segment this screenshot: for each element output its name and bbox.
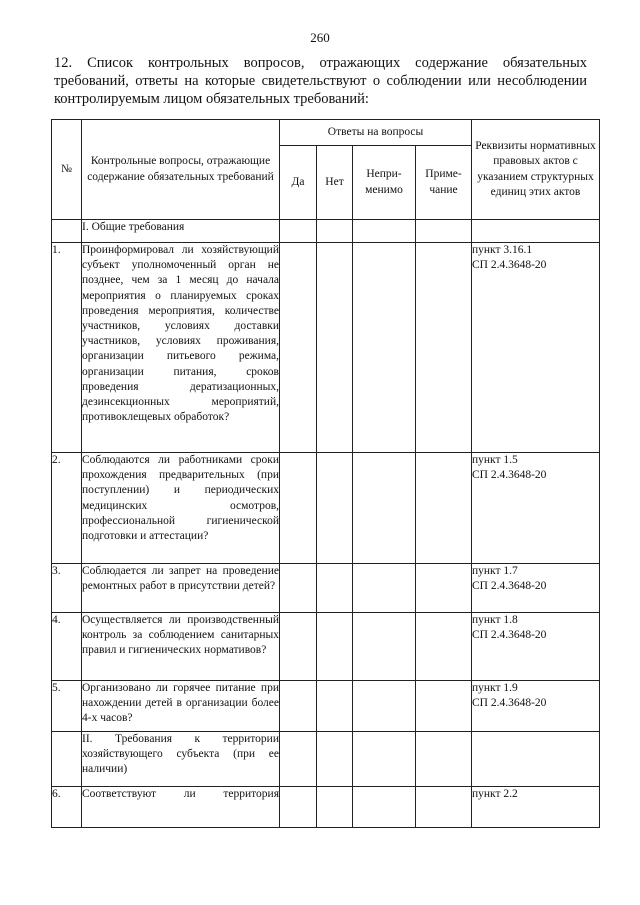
header-question: Контрольные вопросы, отражающие содержание обязательных требований: [82, 120, 280, 220]
section-row: [52, 220, 600, 243]
requisite-clause: пункт 1.7: [472, 565, 518, 577]
not-applicable-cell: [353, 613, 416, 681]
requisites-cell: [472, 681, 600, 732]
table-header-row: [52, 120, 600, 146]
yes-cell: [280, 732, 317, 787]
row-number: 5.: [52, 681, 82, 732]
requisite-act: СП 2.4.3648-20: [472, 629, 547, 642]
note-cell: [416, 732, 472, 787]
requisites-cell: [472, 732, 600, 787]
not-applicable-cell: [353, 732, 416, 787]
not-applicable-cell: [353, 681, 416, 732]
requisite-clause: пункт 1.8: [472, 614, 518, 626]
not-applicable-cell: [353, 787, 416, 828]
yes-cell: [280, 681, 317, 732]
requisite-act: СП 2.4.3648-20: [472, 259, 547, 272]
header-yes: Да: [280, 146, 317, 220]
table-row: [52, 613, 600, 681]
no-cell: [317, 564, 353, 613]
requisite-clause: пункт 1.9: [472, 682, 518, 694]
requisites-cell: [472, 243, 600, 453]
row-number: 1.: [52, 243, 82, 453]
header-not-applicable: Непри-менимо: [353, 146, 416, 220]
section-number-cell: [52, 732, 82, 787]
section-row: [52, 732, 600, 787]
yes-cell: [280, 613, 317, 681]
row-number: 3.: [52, 564, 82, 613]
header-requisites: Реквизиты нормативных правовых актов с указанием структурных единиц этих актов: [472, 120, 600, 220]
requisite-clause: пункт 2.2: [472, 788, 518, 800]
note-cell: [416, 453, 472, 564]
section-heading: 12. Список контрольных вопросов, отражающих содержание обязательных требований, ответы на которые свидетельствуют о соблюдении или несоблюдении контролируемым лицом обязательных требований:: [54, 55, 587, 107]
row-number: 6.: [52, 787, 82, 828]
requisites-cell: [472, 220, 600, 243]
no-cell: [317, 732, 353, 787]
yes-cell: [280, 220, 317, 243]
control-questions-table: [51, 119, 600, 828]
no-cell: [317, 681, 353, 732]
not-applicable-cell: [353, 453, 416, 564]
requisites-cell: [472, 613, 600, 681]
section-number-cell: [52, 220, 82, 243]
question-text: Проинформировал ли хозяйствующий субъект уполномоченный орган не позднее, чем за 1 месяц до начала мероприятия о планируемых сроках проведения мероприятия, количестве участников, условиях доставки участников, условиях проживания, организации питьевого режима, организации питания, сроков проведения дератизационных, дезинсекционных мероприятий, противоклещевых обработок?: [82, 243, 280, 453]
no-cell: [317, 787, 353, 828]
header-note: Приме-чание: [416, 146, 472, 220]
section-title: II. Требования к территории хозяйствующего субъекта (при ее наличии): [82, 732, 280, 787]
question-text: Организовано ли горячее питание при нахождении детей в организации более 4-х часов?: [82, 681, 280, 732]
row-number: 2.: [52, 453, 82, 564]
requisites-cell: [472, 453, 600, 564]
header-number: №: [52, 120, 82, 220]
header-answers-group: Ответы на вопросы: [280, 120, 472, 146]
table-row: [52, 787, 600, 828]
not-applicable-cell: [353, 243, 416, 453]
requisite-clause: пункт 1.5: [472, 454, 518, 466]
row-number: 4.: [52, 613, 82, 681]
yes-cell: [280, 453, 317, 564]
note-cell: [416, 681, 472, 732]
requisites-cell: [472, 787, 600, 828]
question-text: Соответствуют ли территория: [82, 787, 280, 828]
not-applicable-cell: [353, 220, 416, 243]
header-no: Нет: [317, 146, 353, 220]
requisites-cell: [472, 564, 600, 613]
note-cell: [416, 243, 472, 453]
note-cell: [416, 220, 472, 243]
table-row: [52, 453, 600, 564]
yes-cell: [280, 243, 317, 453]
requisite-clause: пункт 3.16.1: [472, 244, 533, 256]
no-cell: [317, 220, 353, 243]
yes-cell: [280, 787, 317, 828]
question-text: Соблюдается ли запрет на проведение ремонтных работ в присутствии детей?: [82, 564, 280, 613]
page-number: 260: [310, 30, 330, 45]
requisite-act: СП 2.4.3648-20: [472, 469, 547, 482]
question-text: Осуществляется ли производственный контроль за соблюдением санитарных правил и гигиенических нормативов?: [82, 613, 280, 681]
yes-cell: [280, 564, 317, 613]
note-cell: [416, 787, 472, 828]
table-row: [52, 681, 600, 732]
requisite-act: СП 2.4.3648-20: [472, 697, 547, 710]
table-row: [52, 564, 600, 613]
no-cell: [317, 613, 353, 681]
question-text: Соблюдаются ли работниками сроки прохождения предварительных (при поступлении) и периодических медицинских осмотров, профессиональной гигиенической подготовки и аттестации?: [82, 453, 280, 564]
no-cell: [317, 243, 353, 453]
no-cell: [317, 453, 353, 564]
section-title: I. Общие требования: [82, 220, 280, 243]
table-row: [52, 243, 600, 453]
note-cell: [416, 613, 472, 681]
requisite-act: СП 2.4.3648-20: [472, 580, 547, 593]
not-applicable-cell: [353, 564, 416, 613]
note-cell: [416, 564, 472, 613]
